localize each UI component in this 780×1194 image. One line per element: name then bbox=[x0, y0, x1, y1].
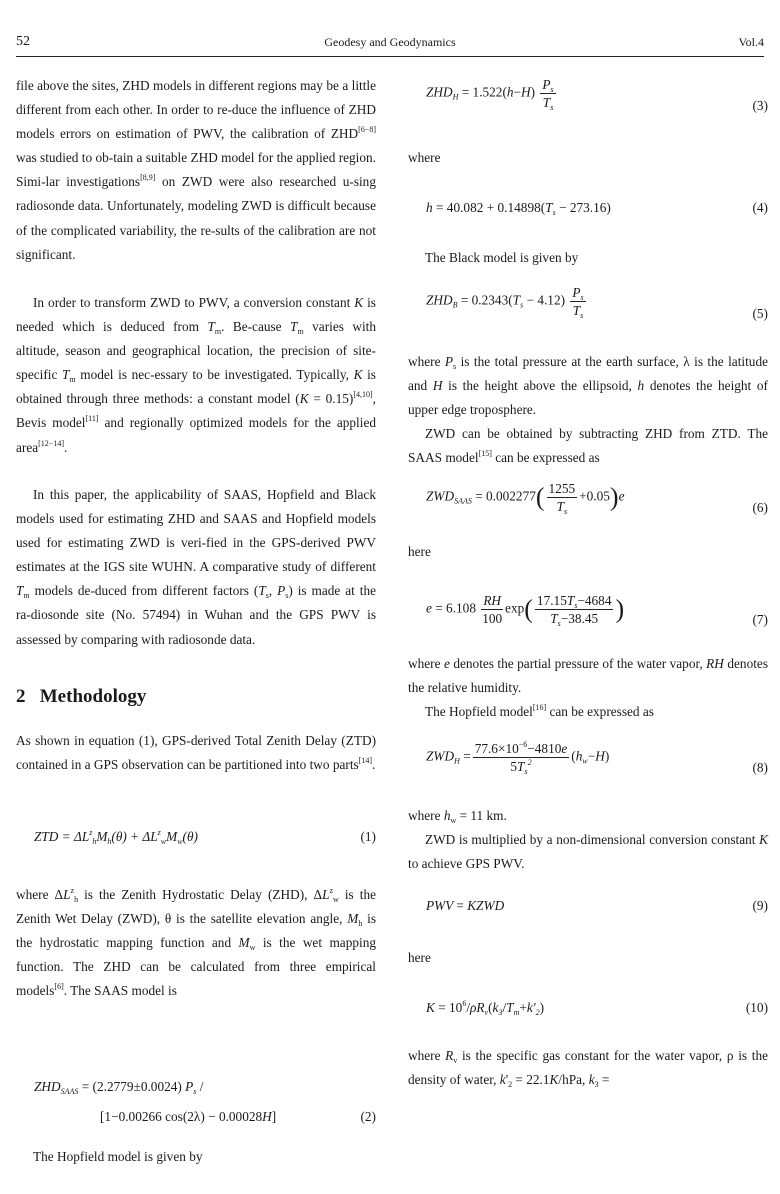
paragraph-6: The Hopfield model is given by bbox=[33, 1149, 203, 1164]
paragraph-13: where $R_v$ is the specific gas constant for the water vapor, ρ is the density of water, $k'_2 = 22.1K/hPa$, $k_3$ = bbox=[408, 1048, 769, 1090]
equation-6-number: (6) bbox=[752, 500, 768, 515]
paragraph-2: In order to transform ZWD to PWV, a conversion constant K is needed which is deduced from $T_m$. Be-cause $T_m$ varies with altitude, season and geographical location, the precision of site-specific $T_m$ model is nec-essary to be investigated. Typically, K is obtained through three methods: a constant model (K = 0.15)[4,10], Bevis model[11] and regionally optimized models for the applied area[12−14]. bbox=[16, 295, 376, 455]
page-number: 52 bbox=[16, 34, 30, 49]
journal-title: Geodesy and Geodynamics bbox=[324, 35, 456, 49]
paragraph-1: file above the sites, ZHD models in different regions may be a little different from each other. In order to re-duce the influence of ZHD models errors on estimation of PWV, the calibration of ZHD[6−8] was studied to ob-tain a suitable ZHD model for the applied region. Simi-lar investigations[8,9] on ZWD were also researched u-sing radiosonde data. Unfortunately, modeling ZWD is difficult because of the complicated variability, the re-sults of the calibration are not significant. bbox=[16, 78, 376, 262]
paragraph-8: ZWD can be obtained by subtracting ZHD from ZTD. The SAAS model[15] can be expressed as bbox=[408, 426, 768, 466]
equation-1: ZTD = $\Delta L^z_hM_h(\theta) + \Delta L^z_wM_w(\theta)$ (1) bbox=[16, 825, 376, 883]
equation-6: $ZWD_{SAAS} = 0.002277$( $\frac{1255}{T_s}$ +0.05)e (6) bbox=[408, 480, 768, 540]
equation-4: $h = 40.082 + 0.14898(T_s - 273.16)$ (4) bbox=[408, 196, 768, 246]
paragraph-12: ZWD is multiplied by a non-dimensional conversion constant K to achieve GPS PWV. bbox=[408, 832, 768, 872]
equation-9: PWV = KZWD (9) bbox=[408, 894, 768, 946]
paragraph-9: where e denotes the partial pressure of the water vapor, RH denotes the relative humidity. bbox=[408, 656, 768, 696]
equation-7-number: (7) bbox=[752, 612, 768, 627]
paragraph-11: where $h_w = 11$ km. bbox=[408, 808, 507, 825]
equation-5-number: (5) bbox=[752, 306, 768, 321]
left-column bbox=[16, 74, 376, 1169]
equation-1-number: (1) bbox=[360, 829, 376, 844]
running-header bbox=[16, 32, 764, 57]
equation-3-number: (3) bbox=[752, 98, 768, 113]
black-model-intro: The Black model is given by bbox=[425, 250, 579, 265]
here-label-1: here bbox=[408, 544, 431, 559]
here-label-2: here bbox=[408, 950, 431, 965]
paragraph-10: The Hopfield model[16] can be expressed as bbox=[425, 703, 654, 719]
equation-10: $K = 10^6/\rho R_v(k_3/T_m+k'_2)$ (10) bbox=[408, 996, 768, 1044]
equation-10-number: (10) bbox=[745, 1000, 768, 1015]
equation-7: e = 6.108 $\frac{RH}{100}$ exp( $\frac{17.15T_s-4684}{T_s-38.45}$ ) (7) bbox=[408, 592, 768, 652]
equation-5: $ZHD_B = 0.2343(T_s - 4.12)$ $\frac{P_s}{T_s}$ (5) bbox=[408, 284, 768, 350]
where-label-1: where bbox=[408, 150, 441, 165]
equation-4-number: (4) bbox=[752, 200, 768, 215]
paragraph-3: In this paper, the applicability of SAAS, Hopfield and Black models used for estimating ZHD and SAAS and Hopfield models used for estimating ZWD is veri-fied in the GPS-derived PWV estimates at the IGS site WUHN. A comparative study of different $T_m$ models de-duced from different factors ($T_s$, $P_s$) is made at the ra-diosonde site (No. 57494) in Wuhan and the GPS PWV is assessed by comparing with radiosonde data. bbox=[16, 487, 376, 647]
equation-9-number: (9) bbox=[752, 898, 768, 913]
volume-label: Vol.4 bbox=[738, 35, 764, 49]
equation-2-number: (2) bbox=[360, 1109, 376, 1124]
equation-2: $ZHD_{SAAS} = (2.2779\pm 0.0024)$ $P_s$ / bbox=[34, 1079, 204, 1096]
equation-8-number: (8) bbox=[752, 760, 768, 775]
paragraph-5: where $\Delta L^z_h$ is the Zenith Hydrostatic Delay (ZHD), $\Delta L^z_w$ is the Zenith Wet Delay (ZWD), θ is the satellite elevation angle, $M_h$ is the hydrostatic mapping function and $M_w$ is the wet mapping function. The ZHD can be calculated from three empirical models[6]. The SAAS model is bbox=[16, 886, 377, 999]
paragraph-7: where $P_s$ is the total pressure at the earth surface, λ is the latitude and H is the height above the ellipsoid, h denotes the height of upper edge troposphere. bbox=[408, 354, 768, 418]
paragraph-4: As shown in equation (1), GPS-derived Total Zenith Delay (ZTD) contained in a GPS observation can be partitioned into two parts[14]. bbox=[16, 733, 376, 773]
equation-3: $ZHD_H = 1.522(h-H)$ $\frac{P_s}{T_s}$ (3) bbox=[408, 76, 768, 138]
equation-8: $ZWD_H$ = $\frac{77.6\times 10^{-6}-4810e}{5T_s^2}$ $(h_w-H)$ (8) bbox=[408, 740, 768, 804]
equation-2-line-2: [1−0.00266 cos(2λ) − 0.00028H] (2) bbox=[16, 1105, 376, 1145]
section-heading: 2 Methodology bbox=[16, 686, 147, 707]
right-column bbox=[408, 74, 768, 1092]
